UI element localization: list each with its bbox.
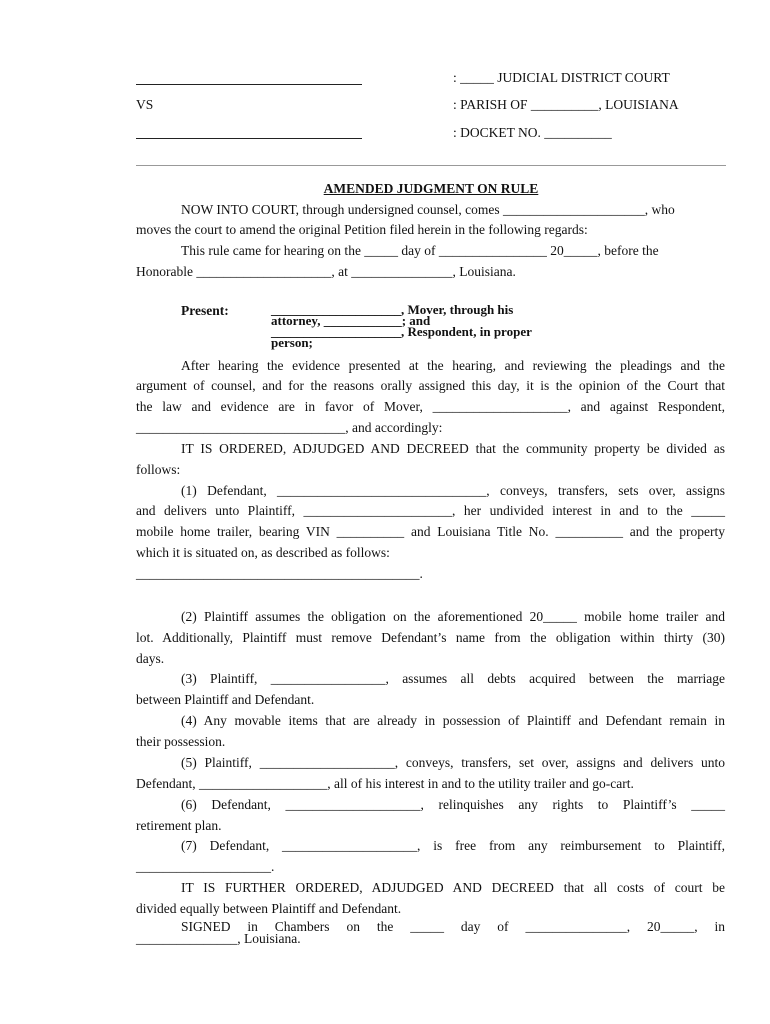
present-respondent: ____________________, Respondent, in proper [271, 324, 532, 339]
item-1-line: which it is situated on, as described as follows: [136, 545, 390, 560]
item-2-line: lot. Additionally, Plaintiff must remove Defendant’s name from the obligation within thirty (30) [136, 630, 725, 645]
item-1-line: (1) Defendant, _______________________________, conveys, transfers, sets over, assigns [181, 483, 725, 498]
present-label: Present: [181, 303, 229, 318]
item-2-line: days. [136, 651, 165, 666]
plaintiff-name-line [136, 84, 362, 85]
item-2-line: (2) Plaintiff assumes the obligation on the aforementioned 20_____ mobile home trailer and [181, 609, 725, 624]
versus-label: VS [136, 97, 154, 112]
item-4-line: their possession. [136, 734, 226, 749]
docket-number: : DOCKET NO. __________ [453, 125, 612, 140]
item-3-line: between Plaintiff and Defendant. [136, 692, 315, 707]
parish-name: : PARISH OF __________, LOUISIANA [453, 97, 679, 112]
body-line: the law and evidence are in favor of Mover, ____________________, and against Respondent, [136, 399, 725, 414]
signed-line: SIGNED in Chambers on the _____ day of _______________, 20_____, in [181, 919, 725, 934]
item-1-line: and delivers unto Plaintiff, ______________________, her undivided interest in and to the _____ [136, 503, 725, 518]
hearing-line: Honorable ____________________, at _______________, Louisiana. [136, 264, 516, 279]
order-line: IT IS ORDERED, ADJUDGED AND DECREED that the community property be divided as [181, 441, 725, 456]
body-line: After hearing the evidence presented at the hearing, and reviewing the pleadings and the [181, 358, 725, 373]
item-6-line: (6) Defendant, ____________________, relinquishes any rights to Plaintiff’s _____ [181, 797, 725, 812]
item-7-line: ____________________. [136, 859, 275, 874]
order-line: follows: [136, 462, 181, 477]
defendant-name-line [136, 138, 362, 139]
item-5-line: (5) Plaintiff, ____________________, conveys, transfers, set over, assigns and delivers unto [181, 755, 725, 770]
property-description-line: __________________________________________. [136, 566, 423, 581]
body-line: _______________________________, and accordingly: [136, 420, 443, 435]
item-7-line: (7) Defendant, ____________________, is free from any reimbursement to Plaintiff, [181, 838, 725, 853]
item-6-line: retirement plan. [136, 818, 222, 833]
hearing-line: This rule came for hearing on the _____ day of ________________ 20_____, before the [181, 243, 659, 258]
intro-line: moves the court to amend the original Petition filed herein in the following regards: [136, 222, 588, 237]
intro-line: NOW INTO COURT, through undersigned counsel, comes _____________________, who [181, 202, 675, 217]
document-title: AMENDED JUDGMENT ON RULE [323, 181, 539, 196]
court-name: : _____ JUDICIAL DISTRICT COURT [453, 70, 670, 85]
present-mover: ____________________, Mover, through his [271, 302, 514, 317]
costs-line: IT IS FURTHER ORDERED, ADJUDGED AND DECREED that all costs of court be [181, 880, 725, 895]
signed-location-line: _______________, Louisiana. [136, 931, 301, 946]
body-line: argument of counsel, and for the reasons orally assigned this day, it is the opinion of the Court that [136, 378, 725, 393]
item-4-line: (4) Any movable items that are already in possession of Plaintiff and Defendant remain in [181, 713, 725, 728]
costs-line: divided equally between Plaintiff and Defendant. [136, 901, 402, 916]
item-1-line: mobile home trailer, bearing VIN __________ and Louisiana Title No. __________ and the property [136, 524, 725, 539]
item-5-line: Defendant, ___________________, all of his interest in and to the utility trailer and go-cart. [136, 776, 634, 791]
present-person: person; [271, 335, 313, 350]
caption-divider [136, 165, 726, 166]
item-3-line: (3) Plaintiff, _________________, assumes all debts acquired between the marriage [181, 671, 725, 686]
present-attorney: attorney, ____________; and [271, 313, 431, 328]
